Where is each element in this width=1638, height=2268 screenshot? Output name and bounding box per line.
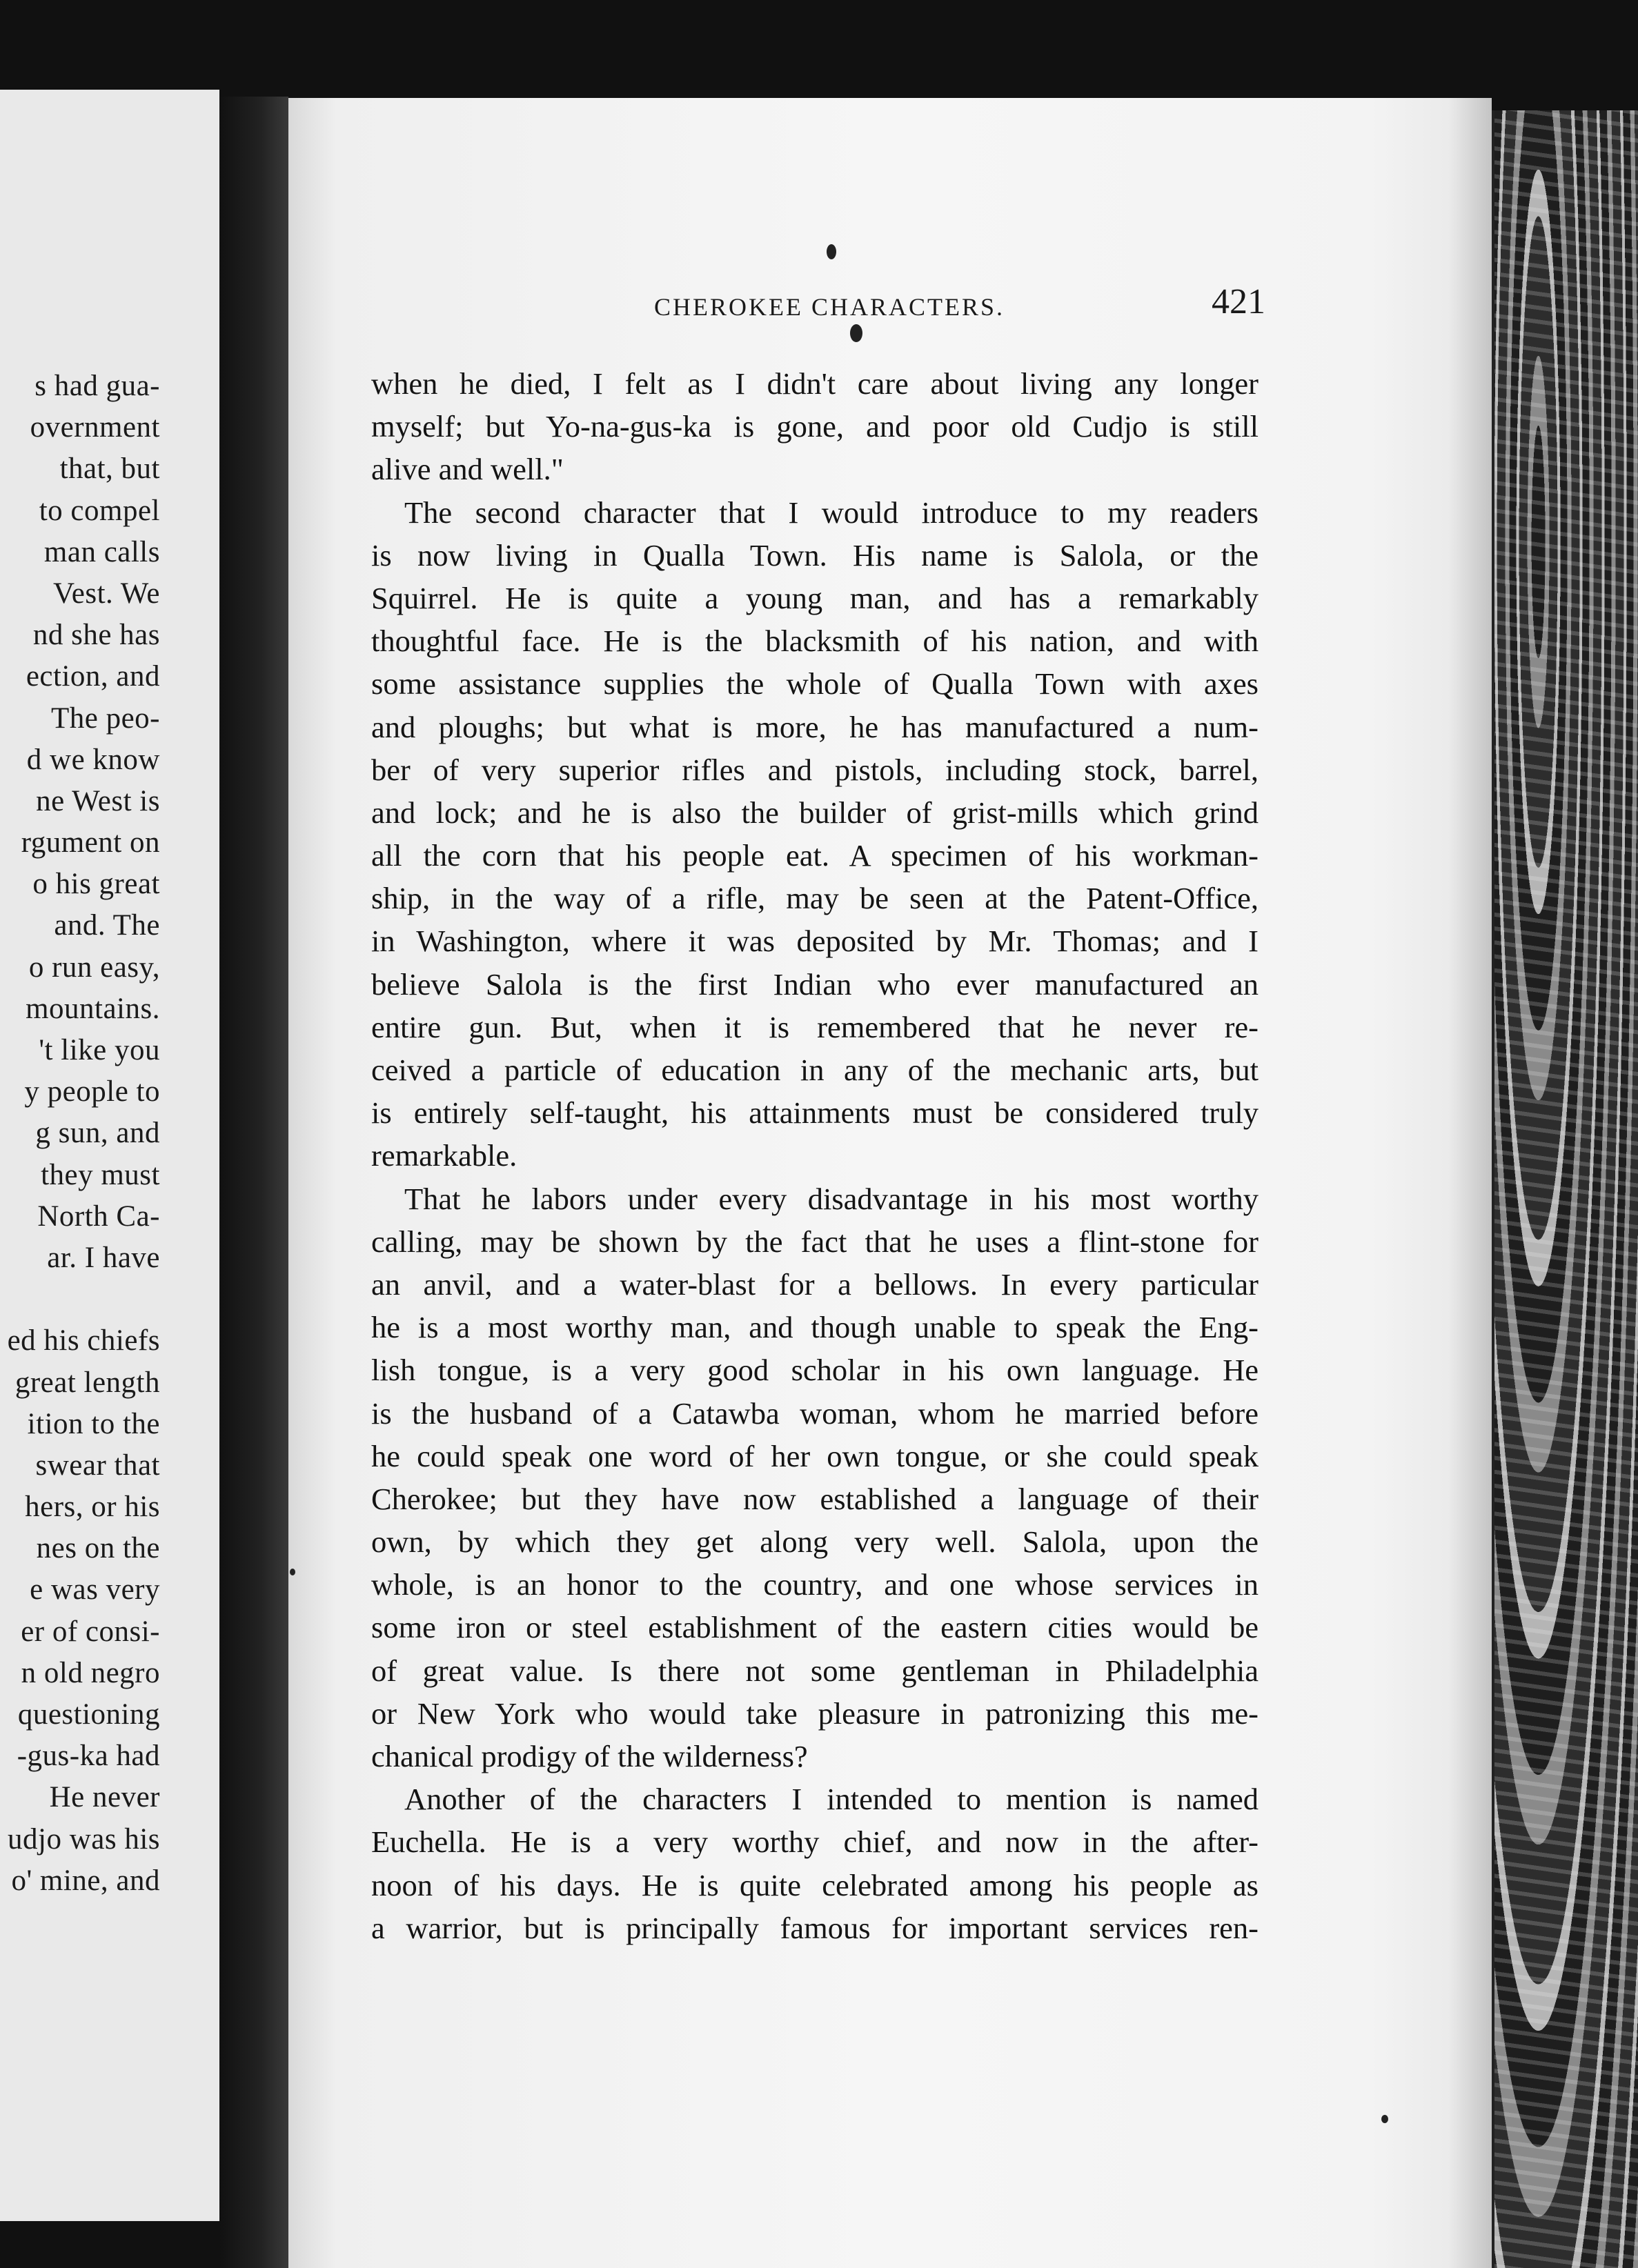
- text-line: The second character that I would introduce to my readers: [404, 495, 1259, 530]
- text-line: Another of the characters I intended to mention is named: [404, 1782, 1259, 1817]
- text-line: and ploughs; but what is more, he has manufactured a num-: [371, 709, 1259, 744]
- text-line: ceived a particle of education in any of the mechanic arts, but: [371, 1053, 1259, 1087]
- text-line: is now living in Qualla Town. His name is Salola, or the: [371, 537, 1259, 573]
- facing-page-line: e was very: [30, 1573, 160, 1606]
- text-line: That he labors under every disadvantage in his most worthy: [404, 1181, 1259, 1216]
- facing-page-line: North Ca-: [37, 1200, 160, 1233]
- facing-page-line: d we know: [26, 743, 160, 776]
- facing-page-line: ar. I have: [47, 1241, 160, 1274]
- text-line: a warrior, but is principally famous for important services ren-: [371, 1910, 1259, 1945]
- text-line: alive and well.": [371, 452, 564, 487]
- facing-page-line: ne West is: [36, 784, 160, 817]
- text-line: in Washington, where it was deposited by Mr. Thomas; and I: [371, 924, 1259, 959]
- facing-page-line: rgument on: [21, 826, 160, 859]
- text-line: own, by which they get along very well. Salola, upon the: [371, 1524, 1259, 1560]
- facing-page-line: [0, 1279, 160, 1320]
- text-line: and lock; and he is also the builder of grist-mills which grind: [371, 795, 1259, 830]
- text-line: noon of his days. He is quite celebrated among his people as: [371, 1867, 1259, 1902]
- text-line: ship, in the way of a rifle, may be seen at the Patent-Office,: [371, 881, 1259, 916]
- text-line: some iron or steel establishment of the eastern cities would be: [371, 1610, 1259, 1645]
- facing-page-line: He never: [49, 1781, 160, 1814]
- text-line: calling, may be shown by the fact that he uses a flint-stone for: [371, 1224, 1259, 1259]
- marbled-fore-edge: [1492, 110, 1638, 2268]
- facing-page-line: they must: [41, 1158, 160, 1191]
- text-line: believe Salola is the first Indian who ever manufactured an: [371, 966, 1259, 1002]
- text-line: an anvil, and a water-blast for a bellows. In every particular: [371, 1266, 1259, 1302]
- facing-page-line: ed his chiefs: [7, 1324, 160, 1357]
- text-line: is the husband of a Catawba woman, whom he married before: [371, 1395, 1259, 1431]
- ink-speck: [1381, 2115, 1388, 2123]
- facing-page-line: o run easy,: [28, 951, 160, 984]
- facing-page-line: nd she has: [32, 619, 160, 652]
- text-line: or New York who would take pleasure in patronizing this me-: [371, 1695, 1259, 1731]
- facing-page-line: -gus-ka had: [17, 1740, 160, 1773]
- page-number: 421: [1212, 282, 1265, 321]
- facing-page-line: to compel: [39, 494, 160, 527]
- facing-page-line: and. The: [54, 909, 160, 942]
- facing-page-line: hers, or his: [25, 1491, 160, 1524]
- facing-page-line: man calls: [43, 535, 160, 568]
- text-line: some assistance supplies the whole of Qualla Town with axes: [371, 666, 1259, 702]
- facing-page-left: [0, 90, 219, 2221]
- facing-page-line: great length: [14, 1366, 160, 1399]
- facing-page-line: g sun, and: [35, 1117, 160, 1150]
- facing-page-line: mountains.: [26, 992, 160, 1025]
- text-line: myself; but Yo-na-gus-ka is gone, and poor old Cudjo is still: [371, 409, 1259, 444]
- text-line: Euchella. He is a very worthy chief, and now in the after-: [371, 1824, 1259, 1860]
- facing-page-line: nes on the: [36, 1532, 160, 1565]
- facing-page-line: swear that: [35, 1449, 160, 1482]
- text-line: when he died, I felt as I didn't care about living any longer: [371, 366, 1259, 401]
- facing-page-line: questioning: [17, 1698, 160, 1731]
- facing-page-line: o his great: [32, 868, 160, 901]
- text-line: of great value. Is there not some gentleman in Philadelphia: [371, 1653, 1259, 1688]
- facing-page-line: udjo was his: [8, 1822, 160, 1856]
- text-line: he is a most worthy man, and though unable to speak the Eng-: [371, 1310, 1259, 1345]
- ink-speck: [827, 244, 836, 259]
- text-line: remarkable.: [371, 1138, 517, 1173]
- text-line: he could speak one word of her own tongue, or she could speak: [371, 1438, 1259, 1473]
- text-line: lish tongue, is a very good scholar in his own language. He: [371, 1353, 1259, 1388]
- facing-page-line: er of consi-: [21, 1615, 160, 1648]
- facing-page-text: [0, 366, 160, 1902]
- facing-page-line: y people to: [24, 1075, 160, 1108]
- facing-page-line: Vest. We: [52, 577, 160, 610]
- facing-page-line: n old negro: [21, 1656, 160, 1689]
- text-line: entire gun. But, when it is remembered that he never re-: [371, 1009, 1259, 1044]
- facing-page-line: overnment: [30, 411, 160, 444]
- text-line: whole, is an honor to the country, and one whose services in: [371, 1567, 1259, 1602]
- text-line: chanical prodigy of the wilderness?: [371, 1739, 808, 1773]
- ink-speck: [850, 324, 862, 342]
- facing-page-line: s had gua-: [34, 370, 160, 402]
- facing-page-line: that, but: [59, 452, 160, 486]
- facing-page-line: ition to the: [27, 1407, 160, 1440]
- text-line: ber of very superior rifles and pistols, including stock, barrel,: [371, 752, 1259, 787]
- text-line: all the corn that his people eat. A specimen of his workman-: [371, 838, 1259, 873]
- text-line: Cherokee; but they have now established a language of their: [371, 1481, 1259, 1516]
- body-text: [371, 362, 1259, 1949]
- running-head: CHEROKEE CHARACTERS.: [654, 293, 1005, 321]
- facing-page-line: 't like you: [39, 1034, 160, 1066]
- page-edge-shadow: [1449, 98, 1492, 2268]
- ink-speck: [290, 1569, 295, 1575]
- facing-page-line: ection, and: [26, 660, 160, 693]
- book-gutter: [219, 97, 288, 2268]
- text-line: thoughtful face. He is the blacksmith of his nation, and with: [371, 624, 1259, 659]
- facing-page-line: o' mine, and: [11, 1864, 160, 1897]
- text-line: Squirrel. He is quite a young man, and has a remarkably: [371, 580, 1259, 615]
- text-line: is entirely self-taught, his attainments must be considered truly: [371, 1095, 1259, 1131]
- facing-page-line: The peo-: [50, 702, 160, 735]
